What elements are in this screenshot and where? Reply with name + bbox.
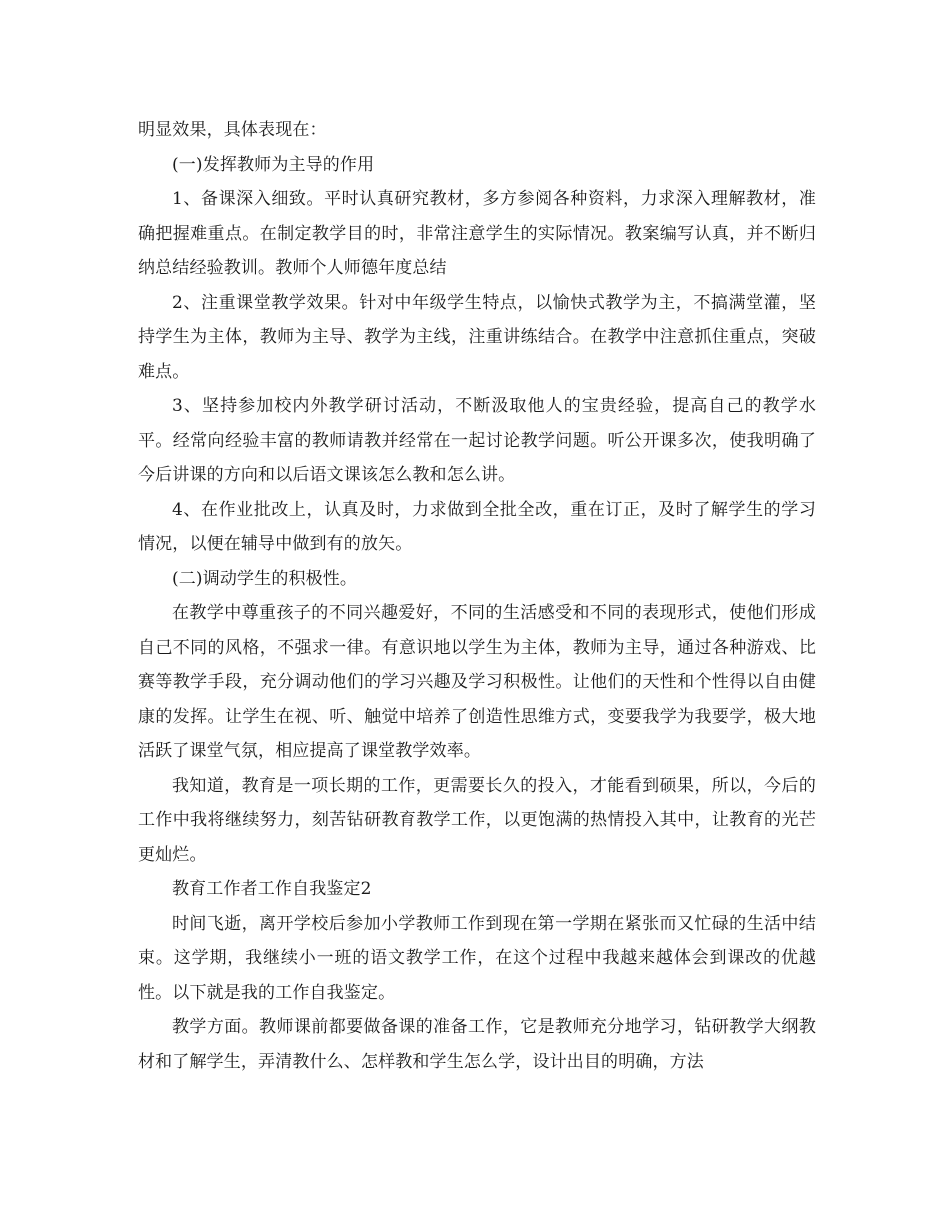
paragraph: 在教学中尊重孩子的不同兴趣爱好，不同的生活感受和不同的表现形式，使他们形成自己不同的风格，不强求一律。有意识地以学生为主体，教师为主导，通过各种游戏、比赛等教学手段，充分调动他们的学习兴趣及学习积极性。让他们的天性和个性得以自由健康的发挥。让学生在视、听、触觉中培养了创造性思维方式，变要我学为我要学，极大地活跃了课堂气氛，相应提高了课堂教学效率。 <box>138 603 816 761</box>
document-body <box>138 113 816 1079</box>
paragraph: 明显效果，具体表现在： <box>138 120 327 140</box>
paragraph: 4、在作业批改上，认真及时，力求做到全批全改，重在订正，及时了解学生的学习情况，以便在辅导中做到有的放矢。 <box>138 499 816 554</box>
section-title: 教育工作者工作自我鉴定2 <box>172 879 372 899</box>
section-heading: (二)调动学生的积极性。 <box>172 568 358 589</box>
paragraph: 1、备课深入细致。平时认真研究教材，多方参阅各种资料，力求深入理解教材，准确把握难重点。在制定教学目的时，非常注意学生的实际情况。教案编写认真，并不断归纳总结经验教训。教师个人师德年度总结 <box>138 189 816 278</box>
paragraph: 3、坚持参加校内外教学研讨活动，不断汲取他人的宝贵经验，提高自己的教学水平。经常向经验丰富的教师请教并经常在一起讨论教学问题。听公开课多次，使我明确了今后讲课的方向和以后语文课该怎么教和怎么讲。 <box>138 396 816 485</box>
paragraph: 我知道，教育是一项长期的工作，更需要长久的投入，才能看到硕果，所以，今后的工作中我将继续努力，刻苦钻研教育教学工作，以更饱满的热情投入其中，让教育的光芒更灿烂。 <box>138 775 816 865</box>
paragraph: 2、注重课堂教学效果。针对中年级学生特点，以愉快式教学为主，不搞满堂灌，坚持学生为主体，教师为主导、教学为主线，注重讲练结合。在教学中注意抓住重点，突破难点。 <box>138 292 816 382</box>
section-heading: (一)发挥教师为主导的作用 <box>172 154 375 175</box>
paragraph: 教学方面。教师课前都要做备课的准备工作，它是教师充分地学习，钻研教学大纲教材和了解学生，弄清教什么、怎样教和学生怎么学，设计出目的明确，方法 <box>138 1017 816 1072</box>
paragraph: 时间飞逝，离开学校后参加小学教师工作到现在第一学期在紧张而又忙碌的生活中结束。这学期，我继续小一班的语文教学工作，在这个过程中我越来越体会到课改的优越性。以下就是我的工作自我鉴定。 <box>138 913 816 1003</box>
